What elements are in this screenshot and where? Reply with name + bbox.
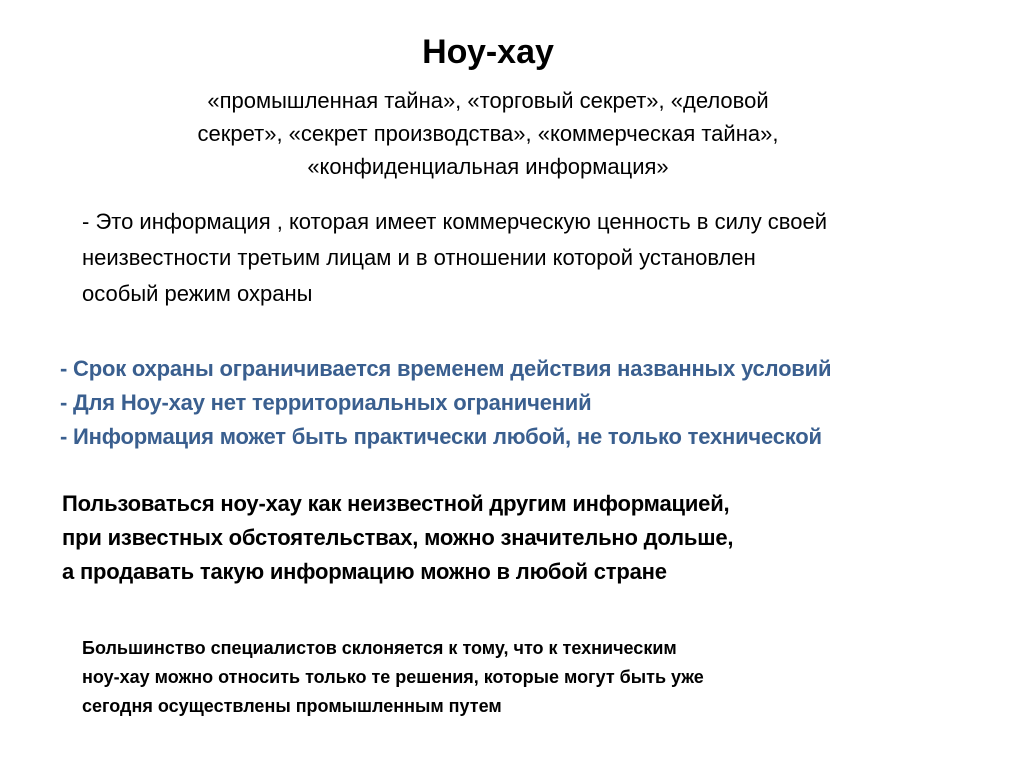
definition-line: - Это информация , которая имеет коммерческую ценность в силу своей (82, 209, 828, 234)
expert-opinion-paragraph (82, 634, 982, 721)
feature-item: - Для Ноу-хау нет территориальных ограничений (60, 390, 592, 415)
usage-paragraph (62, 487, 962, 589)
opinion-line: Большинство специалистов склоняется к тому, что к техническим (82, 638, 677, 658)
definition-paragraph (82, 204, 982, 312)
usage-line: при известных обстоятельствах, можно значительно дольше, (62, 525, 734, 550)
synonyms-line: «конфиденциальная информация» (307, 154, 669, 179)
usage-line: а продавать такую информацию можно в любой стране (62, 559, 667, 584)
synonyms-paragraph (120, 84, 856, 183)
opinion-line: ноу-хау можно относить только те решения, которые могут быть уже (82, 667, 704, 687)
usage-line: Пользоваться ноу-хау как неизвестной другим информацией, (62, 491, 730, 516)
definition-line: особый режим охраны (82, 281, 313, 306)
opinion-line: сегодня осуществлены промышленным путем (82, 696, 502, 716)
synonyms-line: секрет», «секрет производства», «коммерческая тайна», (197, 121, 779, 146)
features-list (60, 352, 1000, 454)
feature-item: - Информация может быть практически любой, не только технической (60, 424, 822, 449)
slide-title: Ноу-хау (422, 33, 554, 71)
feature-item: - Срок охраны ограничивается временем действия названных условий (60, 356, 832, 381)
definition-line: неизвестности третьим лицам и в отношении которой установлен (82, 245, 756, 270)
synonyms-line: «промышленная тайна», «торговый секрет», «деловой (207, 88, 769, 113)
